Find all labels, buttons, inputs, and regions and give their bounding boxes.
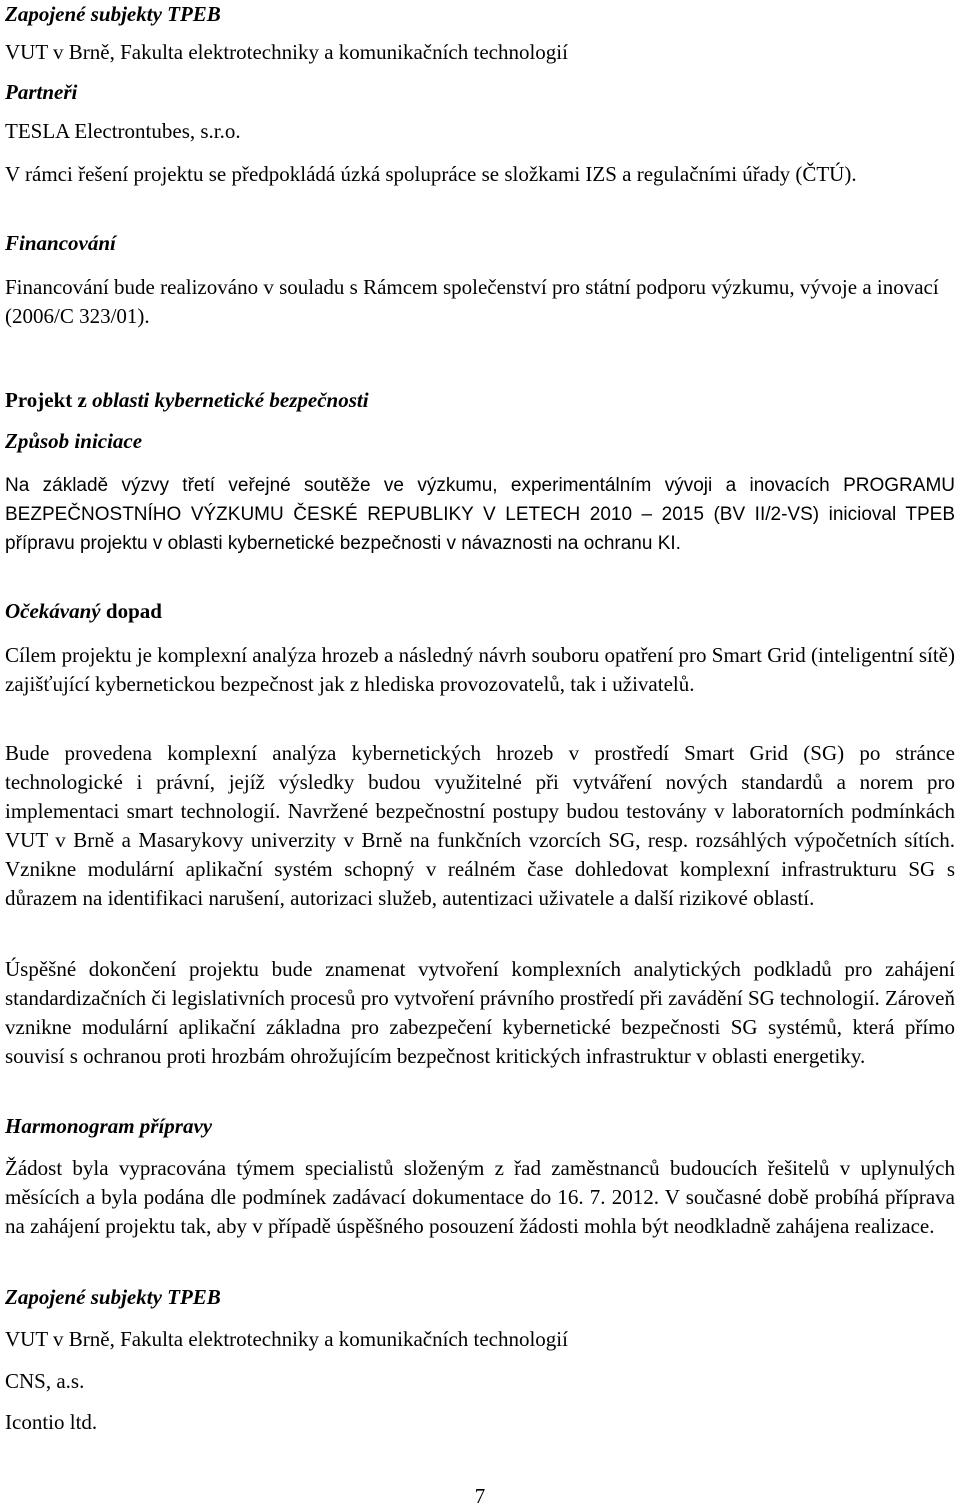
impact-paragraph-1: Cílem projektu je komplexní analýza hrozeb a následný návrh souboru opatření pro Smart Grid (inteligentní sítě) zajišťující kybernetickou bezpečnost jak z hlediska provozovatelů, tak i uživatelů. (5, 643, 955, 696)
impact-heading-italic: Očekávaný (5, 599, 101, 623)
cooperation-paragraph: V rámci řešení projektu se předpokládá úzká spolupráce se složkami IZS a regulačními úřady (ČTÚ). (5, 162, 857, 186)
subject-cns: CNS, a.s. (5, 1369, 85, 1393)
partner-tesla: TESLA Electrontubes, s.r.o. (5, 119, 241, 143)
section-heading-impact (5, 597, 955, 626)
schedule-paragraph: Žádost byla vypracována týmem specialistů složeným z řad zaměstnanců budoucích řešitelů v uplynulých měsících a byla podána dle podmínek zadávací dokumentace do 16. 7. 2012. V současné době probíhá příprava na zahájení projektu tak, aby v případě úspěšného posouzení žádosti mohla být neodkladně zahájena realizace. (5, 1156, 955, 1238)
section-heading-schedule: Harmonogram přípravy (5, 1114, 213, 1138)
project-title-italic: oblasti kybernetické bezpečnosti (92, 388, 369, 412)
section-heading-funding: Financování (5, 231, 116, 255)
impact-heading-plain: dopad (100, 599, 162, 623)
section-heading-involved-subjects-2: Zapojené subjekty TPEB (5, 1285, 221, 1309)
funding-paragraph: Financování bude realizováno v souladu s Rámcem společenství pro státní podporu výzkumu, vývoje a inovací (2006/C 323/01). (5, 275, 939, 328)
project-title-plain: Projekt z (5, 388, 93, 412)
impact-paragraph-3: Úspěšné dokončení projektu bude znamenat vytvoření komplexních analytických podkladů pro zahájení standardizačních či legislativních procesů pro vytvoření právního prostředí při zavádění SG technologií. Zároveň vznikne modulární aplikační základna pro zabezpečení kybernetické bezpečnosti SG systémů, která přímo souvisí s ochranou proti hrozbám ohrožujícím bezpečnost kritických infrastruktur v oblasti energetiky. (5, 957, 955, 1068)
section-heading-partners: Partneři (5, 80, 78, 104)
initiation-paragraph: Na základě výzvy třetí veřejné soutěže ve výzkumu, experimentálním vývoji a inovacích PROGRAMU BEZPEČNOSTNÍHO VÝZKUMU ČESKÉ REPUBLIKY V LETECH 2010 – 2015 (BV II/2-VS) inicioval TPEB přípravu projektu v oblasti kybernetické bezpečnosti v návaznosti na ochranu KI. (5, 475, 955, 554)
subject-icontio: Icontio ltd. (5, 1410, 98, 1434)
section-heading-involved-subjects: Zapojené subjekty TPEB (5, 2, 221, 26)
subject-vut-2: VUT v Brně, Fakulta elektrotechniky a komunikačních technologií (5, 1327, 568, 1351)
page-number: 7 (474, 1484, 486, 1508)
section-heading-initiation: Způsob iniciace (5, 429, 143, 453)
impact-paragraph-2: Bude provedena komplexní analýza kybernetických hrozeb v prostředí Smart Grid (SG) po stránce technologické i právní, jejíž výsledky budou využitelné při vytváření nových standardů a norem pro implementaci smart technologií. Navržené bezpečnostní postupy budou testovány v laboratorních podmínkách VUT v Brně a Masarykovy univerzity v Brně na funkčních vzorcích SG, resp. rozsáhlých výpočetních sítích. Vznikne modulární aplikační systém schopný v reálném čase dohledovat komplexní infrastrukturu SG s důrazem na identifikaci narušení, autorizaci služeb, autentizaci uživatele a další rizikové oblastí. (5, 741, 955, 910)
project-title (5, 386, 955, 415)
subject-vut: VUT v Brně, Fakulta elektrotechniky a komunikačních technologií (5, 40, 568, 64)
